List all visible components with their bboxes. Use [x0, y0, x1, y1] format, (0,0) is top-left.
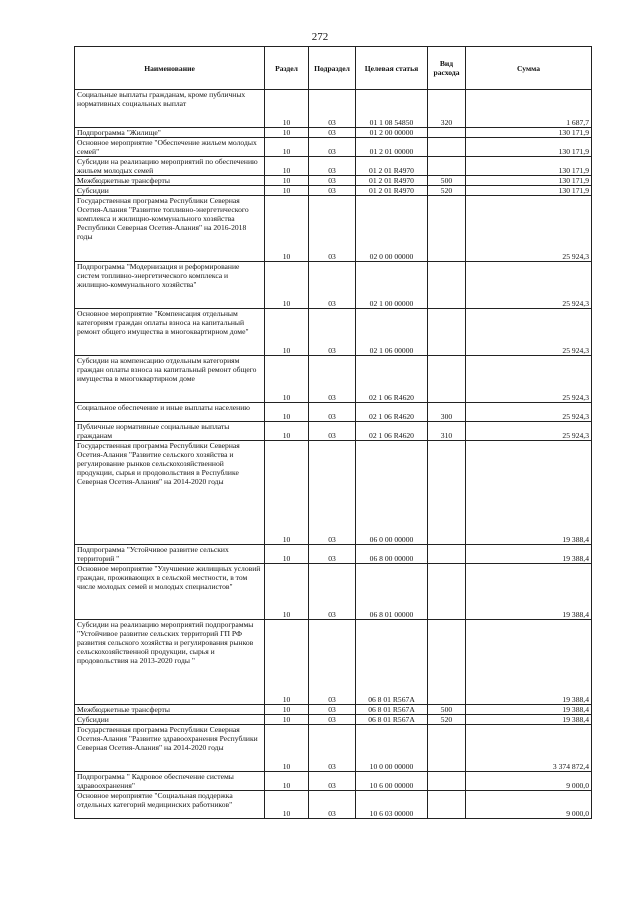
- cell-amount: 19 388,4: [466, 705, 592, 715]
- cell-amount: 25 924,3: [466, 262, 592, 309]
- cell-subsection: 03: [309, 715, 356, 725]
- cell-amount: 25 924,3: [466, 422, 592, 441]
- cell-section: 10: [265, 356, 309, 403]
- cell-section: 10: [265, 262, 309, 309]
- table-row: [75, 90, 592, 128]
- cell-expense-type: [428, 545, 466, 564]
- cell-subsection: 03: [309, 138, 356, 157]
- cell-amount: 25 924,3: [466, 403, 592, 422]
- cell-expense-type: 500: [428, 176, 466, 186]
- cell-target: 06 8 00 00000: [356, 545, 428, 564]
- cell-name: Основное мероприятие "Обеспечение жильем молодых семей": [75, 138, 265, 157]
- cell-name: Государственная программа Республики Северная Осетия-Алания "Развитие сельского хозяйства и регулирование рынков сельскохозяйственной продукции, сырья и продовольствия в Республике Северная Осетия-Алания" на 2014-2020 годы: [75, 441, 265, 545]
- header-target: Целевая статья: [356, 47, 428, 90]
- cell-target: 06 0 00 00000: [356, 441, 428, 545]
- cell-target: 01 2 00 00000: [356, 128, 428, 138]
- cell-subsection: 03: [309, 422, 356, 441]
- cell-name: Субсидии: [75, 715, 265, 725]
- cell-expense-type: [428, 620, 466, 705]
- cell-amount: 3 374 872,4: [466, 725, 592, 772]
- cell-section: 10: [265, 186, 309, 196]
- cell-section: 10: [265, 715, 309, 725]
- table-row: [75, 138, 592, 157]
- cell-section: 10: [265, 157, 309, 176]
- cell-subsection: 03: [309, 309, 356, 356]
- cell-name: Подпрограмма "Модернизация и реформирование систем топливно-энергетического комплекса и жилищно-коммунального хозяйства": [75, 262, 265, 309]
- cell-target: 01 1 08 54850: [356, 90, 428, 128]
- cell-section: 10: [265, 403, 309, 422]
- table-row: [75, 157, 592, 176]
- cell-name: Подпрограмма "Жилище": [75, 128, 265, 138]
- cell-subsection: 03: [309, 90, 356, 128]
- cell-amount: 130 171,9: [466, 128, 592, 138]
- page-number: 272: [311, 31, 329, 43]
- cell-name: Социальное обеспечение и иные выплаты населению: [75, 403, 265, 422]
- cell-name: Субсидии на компенсацию отдельным категориям граждан оплаты взноса на капитальный ремонт общего имущества в многоквартирном доме: [75, 356, 265, 403]
- cell-subsection: 03: [309, 441, 356, 545]
- cell-target: 10 6 03 00000: [356, 791, 428, 819]
- cell-expense-type: 500: [428, 705, 466, 715]
- cell-target: 02 1 06 R4620: [356, 356, 428, 403]
- cell-expense-type: 520: [428, 186, 466, 196]
- cell-subsection: 03: [309, 620, 356, 705]
- cell-target: 02 1 06 R4620: [356, 422, 428, 441]
- cell-subsection: 03: [309, 545, 356, 564]
- cell-expense-type: [428, 196, 466, 262]
- cell-section: 10: [265, 176, 309, 186]
- table-row: [75, 403, 592, 422]
- cell-target: 01 2 01 R4970: [356, 186, 428, 196]
- cell-subsection: 03: [309, 564, 356, 620]
- table-row: [75, 715, 592, 725]
- cell-expense-type: [428, 791, 466, 819]
- table-row: [75, 772, 592, 791]
- budget-table: [74, 46, 592, 819]
- table-row: [75, 309, 592, 356]
- cell-name: Государственная программа Республики Северная Осетия-Алания "Развитие здравоохранения Республики Северная Осетия-Алания" на 2014-2020 годы: [75, 725, 265, 772]
- table-row: [75, 725, 592, 772]
- table-row: [75, 791, 592, 819]
- cell-expense-type: 320: [428, 90, 466, 128]
- header-amount: Сумма: [466, 47, 592, 90]
- cell-target: 10 6 00 00000: [356, 772, 428, 791]
- cell-target: 02 0 00 00000: [356, 196, 428, 262]
- cell-section: 10: [265, 791, 309, 819]
- cell-amount: 130 171,9: [466, 176, 592, 186]
- cell-section: 10: [265, 196, 309, 262]
- cell-target: 06 8 01 R567А: [356, 620, 428, 705]
- header-name: Наименование: [75, 47, 265, 90]
- cell-target: 02 1 06 00000: [356, 309, 428, 356]
- cell-section: 10: [265, 545, 309, 564]
- header-section: Раздел: [265, 47, 309, 90]
- cell-name: Государственная программа Республики Северная Осетия-Алания "Развитие топливно-энергетического комплекса и жилищно-коммунального хозяйства Республики Северная Осетия-Алания" на 2016-2018 годы: [75, 196, 265, 262]
- cell-amount: 130 171,9: [466, 157, 592, 176]
- cell-expense-type: [428, 309, 466, 356]
- cell-subsection: 03: [309, 186, 356, 196]
- cell-amount: 19 388,4: [466, 564, 592, 620]
- header-expense-type: Вид расхода: [428, 47, 466, 90]
- cell-subsection: 03: [309, 176, 356, 186]
- cell-amount: 25 924,3: [466, 309, 592, 356]
- cell-expense-type: 520: [428, 715, 466, 725]
- cell-expense-type: 310: [428, 422, 466, 441]
- cell-section: 10: [265, 128, 309, 138]
- cell-target: 02 1 06 R4620: [356, 403, 428, 422]
- cell-amount: 130 171,9: [466, 186, 592, 196]
- cell-subsection: 03: [309, 262, 356, 309]
- cell-subsection: 03: [309, 403, 356, 422]
- cell-expense-type: [428, 772, 466, 791]
- table-row: [75, 128, 592, 138]
- cell-subsection: 03: [309, 705, 356, 715]
- cell-amount: 25 924,3: [466, 356, 592, 403]
- cell-target: 01 2 01 R4970: [356, 176, 428, 186]
- cell-name: Основное мероприятие "Компенсация отдельным категориям граждан оплаты взноса на капитальный ремонт общего имущества в многоквартирном доме": [75, 309, 265, 356]
- cell-section: 10: [265, 564, 309, 620]
- cell-amount: 1 687,7: [466, 90, 592, 128]
- cell-section: 10: [265, 705, 309, 715]
- table-row: [75, 186, 592, 196]
- cell-expense-type: [428, 725, 466, 772]
- cell-subsection: 03: [309, 196, 356, 262]
- cell-target: 06 8 01 00000: [356, 564, 428, 620]
- cell-name: Основное мероприятие "Социальная поддержка отдельных категорий медицинских работников": [75, 791, 265, 819]
- cell-expense-type: [428, 441, 466, 545]
- cell-expense-type: [428, 262, 466, 309]
- cell-target: 06 8 01 R567А: [356, 715, 428, 725]
- cell-amount: 9 000,0: [466, 772, 592, 791]
- cell-name: Субсидии на реализацию мероприятий подпрограммы "Устойчивое развитие сельских территорий ГП РФ развития сельского хозяйства и регулирования рынков сельскохозяйственной продукции, сырья и продовольствия на 2013-2020 годы ": [75, 620, 265, 705]
- cell-expense-type: [428, 157, 466, 176]
- cell-name: Публичные нормативные социальные выплаты гражданам: [75, 422, 265, 441]
- cell-expense-type: 300: [428, 403, 466, 422]
- cell-subsection: 03: [309, 157, 356, 176]
- cell-expense-type: [428, 564, 466, 620]
- table-row: [75, 441, 592, 545]
- cell-subsection: 03: [309, 791, 356, 819]
- cell-subsection: 03: [309, 356, 356, 403]
- cell-section: 10: [265, 725, 309, 772]
- cell-name: Основное мероприятие "Улучшение жилищных условий граждан, проживающих в сельской местности, в том числе молодых семей и молодых специалистов": [75, 564, 265, 620]
- cell-name: Подпрограмма "Устойчивое развитие сельских территорий ": [75, 545, 265, 564]
- header-subsection: Подраздел: [309, 47, 356, 90]
- cell-amount: 25 924,3: [466, 196, 592, 262]
- cell-amount: 19 388,4: [466, 715, 592, 725]
- cell-name: Субсидии: [75, 186, 265, 196]
- table-row: [75, 196, 592, 262]
- cell-name: Межбюджетные трансферты: [75, 705, 265, 715]
- cell-section: 10: [265, 441, 309, 545]
- cell-amount: 19 388,4: [466, 545, 592, 564]
- cell-target: 10 0 00 00000: [356, 725, 428, 772]
- cell-amount: 19 388,4: [466, 620, 592, 705]
- table-row: [75, 422, 592, 441]
- cell-section: 10: [265, 620, 309, 705]
- cell-name: Субсидии на реализацию мероприятий по обеспечению жильем молодых семей: [75, 157, 265, 176]
- cell-section: 10: [265, 309, 309, 356]
- cell-subsection: 03: [309, 772, 356, 791]
- table-header-row: [75, 47, 592, 90]
- cell-target: 01 2 01 R4970: [356, 157, 428, 176]
- table-row: [75, 620, 592, 705]
- cell-subsection: 03: [309, 128, 356, 138]
- table-row: [75, 545, 592, 564]
- cell-target: 06 8 01 R567А: [356, 705, 428, 715]
- table-row: [75, 564, 592, 620]
- cell-target: 02 1 00 00000: [356, 262, 428, 309]
- cell-section: 10: [265, 772, 309, 791]
- cell-amount: 19 388,4: [466, 441, 592, 545]
- cell-amount: 9 000,0: [466, 791, 592, 819]
- cell-name: Подпрограмма " Кадровое обеспечение системы здравоохранения": [75, 772, 265, 791]
- cell-subsection: 03: [309, 725, 356, 772]
- table-row: [75, 356, 592, 403]
- cell-section: 10: [265, 422, 309, 441]
- cell-section: 10: [265, 90, 309, 128]
- cell-expense-type: [428, 356, 466, 403]
- table-row: [75, 705, 592, 715]
- cell-expense-type: [428, 138, 466, 157]
- cell-section: 10: [265, 138, 309, 157]
- table-row: [75, 262, 592, 309]
- cell-amount: 130 171,9: [466, 138, 592, 157]
- cell-target: 01 2 01 00000: [356, 138, 428, 157]
- cell-name: Социальные выплаты гражданам, кроме публичных нормативных социальных выплат: [75, 90, 265, 128]
- cell-expense-type: [428, 128, 466, 138]
- cell-name: Межбюджетные трансферты: [75, 176, 265, 186]
- table-row: [75, 176, 592, 186]
